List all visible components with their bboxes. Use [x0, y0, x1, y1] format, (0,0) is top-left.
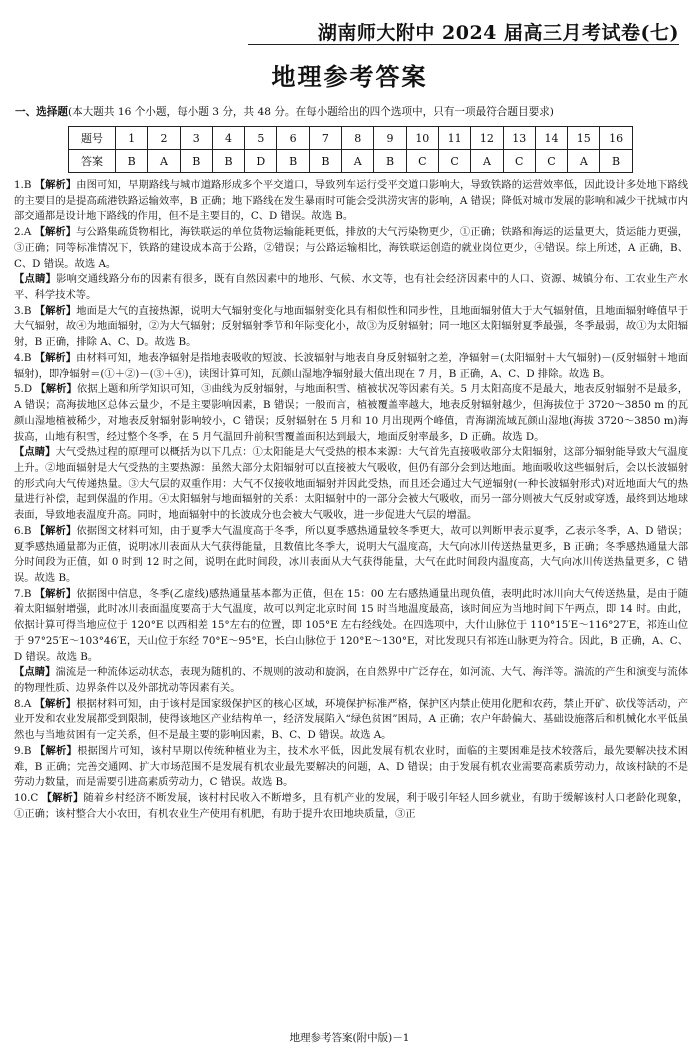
item-tag: 【解析】 — [34, 179, 77, 191]
item-tag: 【解析】 — [41, 792, 84, 805]
solution-item — [14, 178, 688, 225]
item-number: 1.B — [14, 179, 32, 191]
item-text: 依据上题和所学知识可知，③曲线为反射辐射，与地面积雪、植被状况等因素有关。5 月太阳高度不是最大，地表反射辐射不是最多，A 错误；高海拔地区总体云量少，不是主要影响因素，B 错误；一般而言，植被覆盖率越大，地表反射辐射越少，但海拔位于 3720～3850 m 的瓦颜山湿地植被稀少，对地表反射辐射影响较小，C 错误；反射辐射在 5 月和 10 月出现两个峰值，青海湖流域瓦颜山湿地(海拔 3720～3850 m)海拔高，山地有积雪，经过整个冬季，在 5 月气温回升前积雪覆盖面积达到最大，地面反射率最多，D 正确。故选 D。 — [14, 383, 688, 443]
section-heading — [15, 104, 687, 120]
answer-cell: A — [342, 150, 374, 173]
answer-cell: A — [471, 150, 503, 173]
item-tag: 【解析】 — [34, 587, 77, 600]
item-text: 大气受热过程的原理可以概括为以下几点：①太阳能是大气受热的根本来源：大气首先直接吸收部分太阳辐射，这部分辐射能导致大气温度上升。②地面辐射是大气受热的主要热源：虽然大部分太阳辐射可以直接被大气吸收，但仍有部分会到达地面。地面吸收这些辐射后，会以长波辐射的形式向大气传递热量。③大气层的双重作用：大气不仅接收地面辐射并因此受热，而且还会通过大气逆辐射(一种长波辐射形式)对近地面大气的热量进行补偿，起到保温的作用。④太阳辐射与地面辐射的关系：太阳辐射中的一部分会被大气吸收，而另一部分则被大气反射或穿透，最终到达地球表面，导致地表温度升高。同时，地面辐射中的长波成分也会被大气吸收，进一步促进大气层的增温。 — [14, 446, 689, 522]
item-tag: 【点睛】 — [14, 666, 56, 679]
solution-item — [14, 382, 688, 445]
section-label: 一、选择题 — [15, 106, 68, 118]
section-description: (本大题共 16 个小题，每小题 3 分，共 48 分。在每小题给出的四个选项中，只有一项最符合题目要求) — [67, 106, 554, 118]
item-number: 7.B — [14, 587, 32, 600]
item-tag: 【解析】 — [35, 383, 77, 396]
tip-item — [14, 665, 688, 696]
answer-cell: B — [277, 150, 309, 173]
answer-cell: C — [406, 150, 438, 173]
question-number-cell: 4 — [212, 127, 244, 150]
item-text: 根据图片可知，该村早期以传统种植业为主，技术水平低，因此发展有机农业时，面临的主要困难是技术较落后，最先要解决技术困难，B 正确；完善交通网、扩大市场范围不是发展有机农业最先要解决的问题，A、D 错误；由于发展有机农业需要高素质劳动力，故该村缺的不是劳动力数量，而是需要引进高素质劳动力，C 错误。故选 B。 — [14, 744, 688, 789]
question-number-cell: 15 — [568, 127, 600, 150]
answer-cell: B — [600, 150, 632, 173]
question-number-cell: 13 — [503, 127, 535, 150]
question-number-cell: 11 — [438, 127, 470, 150]
tip-item — [14, 445, 688, 524]
item-tag: 【解析】 — [34, 304, 77, 317]
answer-cell: B — [309, 150, 341, 173]
question-number-cell: 7 — [309, 127, 341, 150]
answer-cell: B — [116, 150, 148, 173]
solutions-body — [14, 178, 688, 822]
question-number-cell: 2 — [148, 127, 180, 150]
question-number-cell: 3 — [180, 127, 212, 150]
item-tag: 【解析】 — [34, 524, 77, 537]
answer-cell: A — [568, 150, 600, 173]
solution-item — [14, 524, 688, 587]
item-text: 依据图文材料可知，由于夏季大气温度高于冬季，所以夏季感热通量较冬季更大，故可以判断甲表示夏季，乙表示冬季，A、D 错误；夏季感热通量都为正值，说明冰川表面从大气获得能量，且数值比冬季大，说明大气温度高，大气向冰川传送热量更多，B 正确；冬季感热通量大部分时间段为正值，如 0 时到 12 时之间，说明在此时间段，冰川表面从大气获得能量，大气在此时间段内温度高，大气向冰川传送热量更多，C 错误。故选 B。 — [14, 524, 688, 584]
solution-item — [14, 744, 688, 791]
row-label-answer: 答案 — [69, 150, 116, 173]
item-number: 9.B — [14, 744, 32, 757]
solution-item — [14, 225, 688, 272]
item-number: 10.C — [14, 792, 39, 805]
question-number-cell: 9 — [374, 127, 406, 150]
answer-cell: B — [212, 150, 244, 173]
question-number-cell: 10 — [406, 127, 438, 150]
question-number-cell: 8 — [342, 127, 374, 150]
header-divider — [248, 44, 679, 45]
solution-item — [14, 791, 688, 822]
answer-table — [68, 126, 633, 173]
row-label-number: 题号 — [69, 127, 116, 150]
item-number: 8.A — [14, 697, 32, 710]
item-text: 依据图中信息，冬季(乙虚线)感热通量基本都为正值，但在 15：00 左右感热通量出现负值，表明此时冰川向大气传送热量，是由于随着太阳辐射增强，此时冰川表面温度要高于大气温度，故可以判定北京时间 15 时当地温度最高，该时间应为当地时间下午两点，即 14 时。由此，依据计算可得当地应位于 120°E 以西相差 15°左右的位置，即 105°E 左右经线处。在四选项中，大什山脉位于 110°15′E～116°27′E，祁连山位于 97°25′E～103°46′E，天山位于东经 70°E～95°E，长白山脉位于 120°E～130°E，对比发现只有祁连山脉更为符合。因此，B 正确，A、C、D 错误。故选 B。 — [14, 587, 688, 663]
item-text: 由材料可知，地表净辐射是指地表吸收的短波、长波辐射与地表自身反射辐射之差，净辐射＝(太阳辐射＋大气辐射)－(反射辐射＋地面辐射)，即净辐射＝(①＋②)－(③＋④)，读图计算可知，瓦颜山湿地净辐射最大值出现在 7 月，B 正确，A、C、D 排除。故选 B。 — [14, 351, 688, 380]
answer-cell: C — [438, 150, 470, 173]
question-number-cell: 14 — [535, 127, 567, 150]
answer-cell: A — [148, 150, 180, 173]
item-text: 随着乡村经济不断发展，该村村民收入不断增多，且有机产业的发展，利于吸引年轻人回乡就业，有助于缓解该村人口老龄化现象，①正确；该村整合大小农田，有机农业生产使用有机肥，有助于提升农田地块质量，③正 — [14, 792, 689, 820]
answer-cell: D — [245, 150, 277, 173]
item-text: 地面是大气的直接热源，说明大气辐射变化与地面辐射变化具有相似性和同步性，且地面辐射值大于大气辐射值，且地面辐射峰值早于大气辐射，故④为地面辐射，②为大气辐射；反射辐射季节和年际变化小，故③为反射辐射；同一地区太阳辐射夏季最强，冬季最弱，故①为太阳辐射，B 正确，排除 A、C、D。故选 B。 — [14, 304, 689, 349]
item-tag: 【解析】 — [34, 697, 77, 710]
item-text: 影响交通线路分布的因素有很多，既有自然因素中的地形、气候、水文等，也有社会经济因素中的人口、资源、城镇分布、工农业生产水平、科学技术等。 — [14, 273, 688, 302]
solution-item — [14, 587, 688, 666]
item-tag: 【点睛】 — [14, 273, 57, 286]
question-number-cell: 12 — [471, 127, 503, 150]
question-number-cell: 16 — [600, 127, 632, 150]
solution-item — [14, 351, 688, 382]
answer-cell: B — [180, 150, 212, 173]
tip-item — [14, 272, 688, 303]
item-number: 5.D — [14, 383, 33, 396]
solution-item — [14, 304, 688, 351]
answer-cell: B — [374, 150, 406, 173]
item-text: 根据材料可知，由于该村是国家级保护区的核心区域，环境保护标准严格，保护区内禁止使用化肥和农药，禁止开矿、砍伐等活动，产业开发和农业发展都受到限制，使得该地区产业结构单一，经济发展陷入“绿色贫困”困局，A 正确；农户年龄偏大、基础设施落后和机械化水平低虽然也与当地贫困有一定关系，但不是最主要的影响因素，B、C、D 错误。故选 A。 — [14, 697, 689, 742]
item-text: 湍流是一种流体运动状态，表现为随机的、不规则的波动和旋涡，在自然界中广泛存在，如河流、大气、海洋等。湍流的产生和演变与流体的物理性质、边界条件以及外部扰动等因素有关。 — [14, 666, 689, 694]
item-number: 3.B — [14, 304, 32, 317]
solution-item — [14, 697, 688, 744]
item-tag: 【点睛】 — [14, 446, 56, 459]
exam-header: 湖南师大附中 2024 届高三月考试卷(七) — [317, 22, 679, 44]
page-footer: 地理参考答案(附中版)－1 — [289, 1032, 410, 1044]
item-tag: 【解析】 — [34, 351, 77, 364]
answer-cell: C — [535, 150, 567, 173]
item-number: 4.B — [14, 351, 32, 364]
question-number-cell: 5 — [245, 127, 277, 150]
answer-table-answer-row — [69, 150, 633, 173]
item-tag: 【解析】 — [34, 744, 78, 757]
item-text: 由图可知，早期路线与城市道路形成多个平交道口，导致列车运行受平交道口影响大，导致铁路的运营效率低，因此设计多处地下路线的主要目的是提高疏港铁路运输效率，B 正确；地下路线在发生暴雨时可能会受洪涝灾害的影响，A 错误；降低对城市发展的影响和减少干扰城市内部交通都是设计地下路线的作用，但不是主要目的，C、D 错误。故选 B。 — [14, 179, 689, 223]
answer-table-number-row — [69, 127, 633, 150]
page-title: 地理参考答案 — [271, 63, 428, 91]
item-number: 6.B — [14, 524, 32, 537]
answer-cell: C — [503, 150, 535, 173]
question-number-cell: 1 — [116, 127, 148, 150]
item-number: 2.A — [14, 226, 32, 239]
question-number-cell: 6 — [277, 127, 309, 150]
item-text: 与公路集疏货物相比，海铁联运的单位货物运输能耗更低，排放的大气污染物更少，①正确；铁路和海运的运量更大，货运能力更强，③正确；同等标准情况下，铁路的建设成本高于公路，②错误；与公路运输相比，海铁联运创造的就业岗位更少，④错误。综上所述，A 正确，B、C、D 错误。故选 A。 — [14, 226, 689, 270]
item-tag: 【解析】 — [34, 226, 77, 239]
